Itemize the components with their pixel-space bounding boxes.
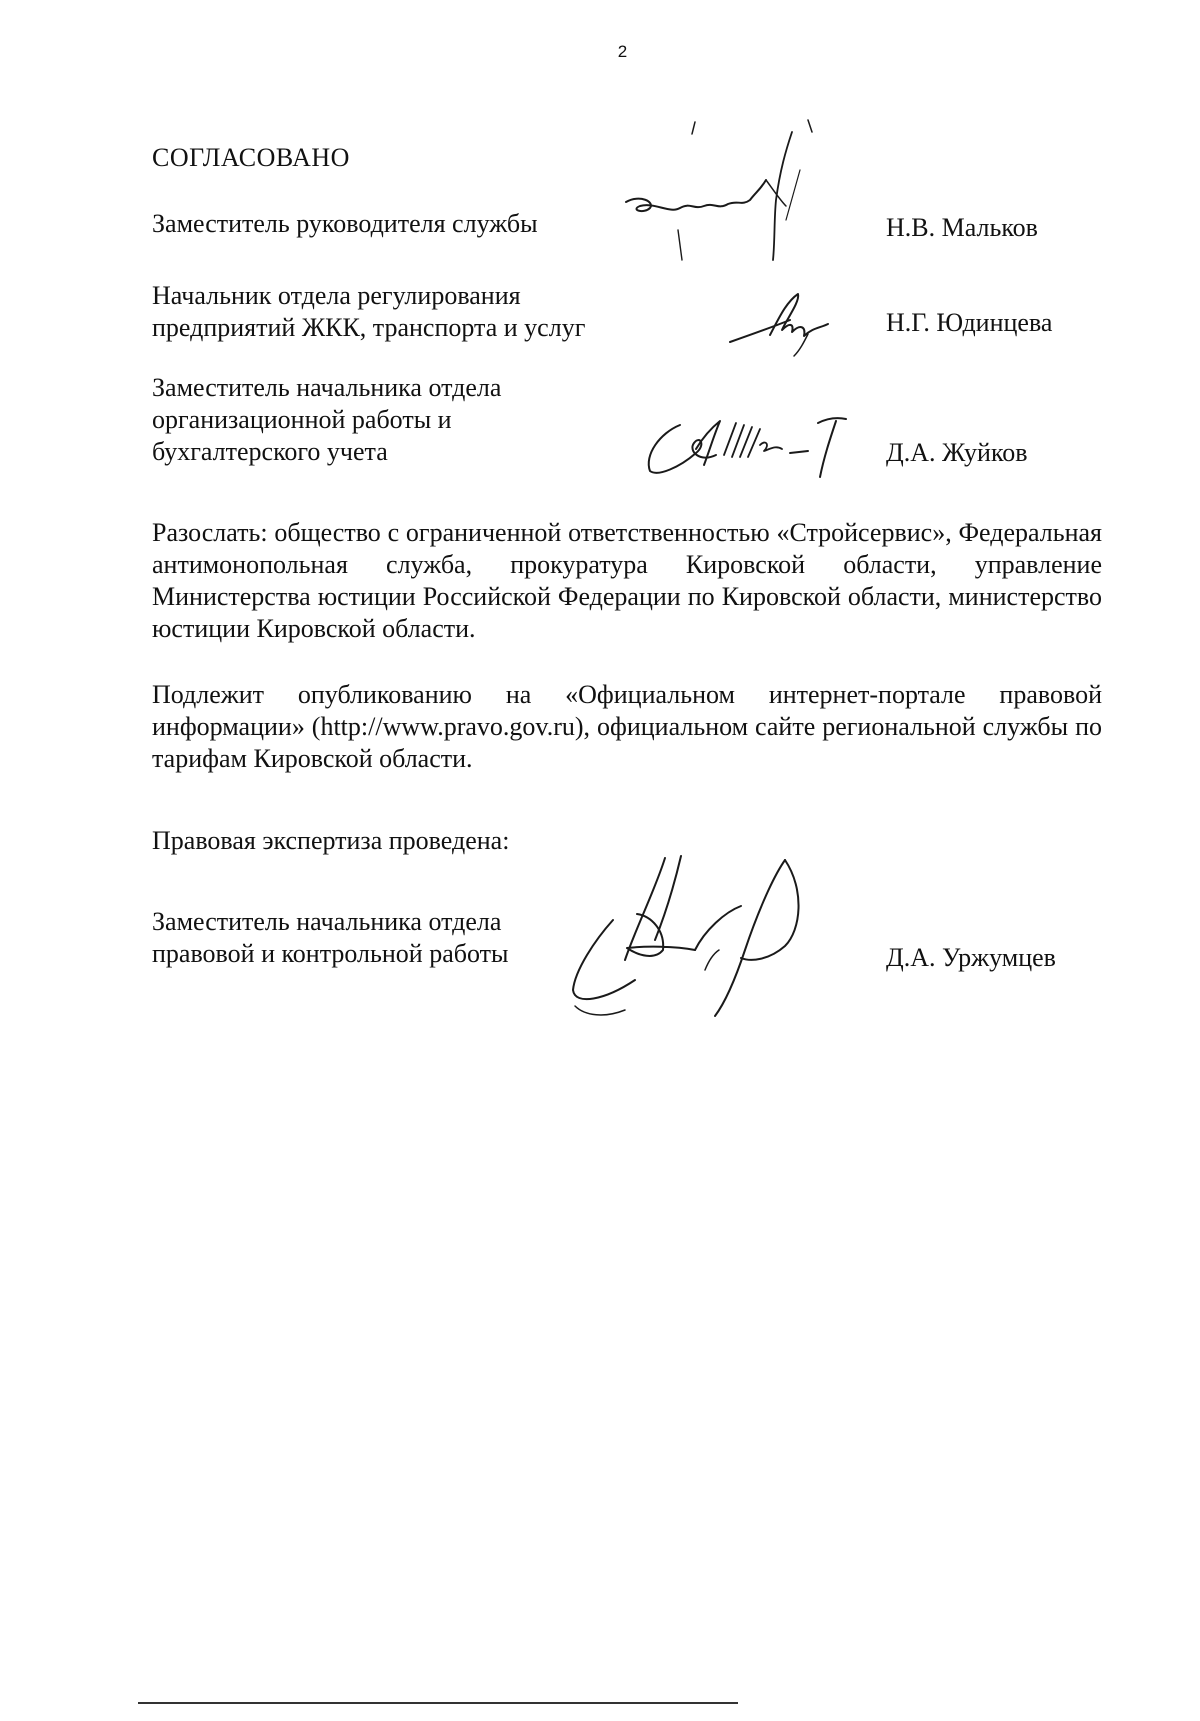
signature-urzhumtsev — [555, 850, 855, 1020]
distribution-paragraph: Разослать: общество с ограниченной ответственностью «Стройсервис», Федеральная антимонопольная служба, прокуратура Кировской области, управление Министерства юстиции Российской Федерации по Кировской области, министерство юстиции Кировской области. — [152, 518, 1102, 643]
legal-review-heading: Правовая экспертиза проведена: — [152, 826, 510, 855]
footer-rule — [98, 1702, 738, 1704]
signature-malkov — [600, 110, 840, 280]
signature-yudintseva — [720, 280, 860, 360]
signer-position-3: Заместитель начальника отдела организационной работы и бухгалтерского учета — [152, 373, 502, 466]
signature-zhuikov — [640, 405, 860, 485]
page-number: 2 — [617, 42, 628, 61]
signer-position-2: Начальник отдела регулирования предприятий ЖКК, транспорта и услуг — [152, 281, 586, 342]
approval-heading: СОГЛАСОВАНО — [152, 143, 350, 172]
signer-name-1: Н.В. Мальков — [886, 213, 1038, 242]
legal-review-signer-name: Д.А. Уржумцев — [886, 943, 1056, 972]
publication-paragraph: Подлежит опубликованию на «Официальном интернет-портале правовой информации» (http://www.pravo.gov.ru), официальном сайте региональной службы по тарифам Кировской области. — [152, 680, 1102, 773]
legal-review-signer-position: Заместитель начальника отдела правовой и контрольной работы — [152, 907, 509, 968]
signer-name-3: Д.А. Жуйков — [886, 438, 1028, 467]
signer-position-1: Заместитель руководителя службы — [152, 209, 538, 238]
signer-name-2: Н.Г. Юдинцева — [886, 308, 1053, 337]
footer-rule-gap — [98, 1702, 138, 1704]
